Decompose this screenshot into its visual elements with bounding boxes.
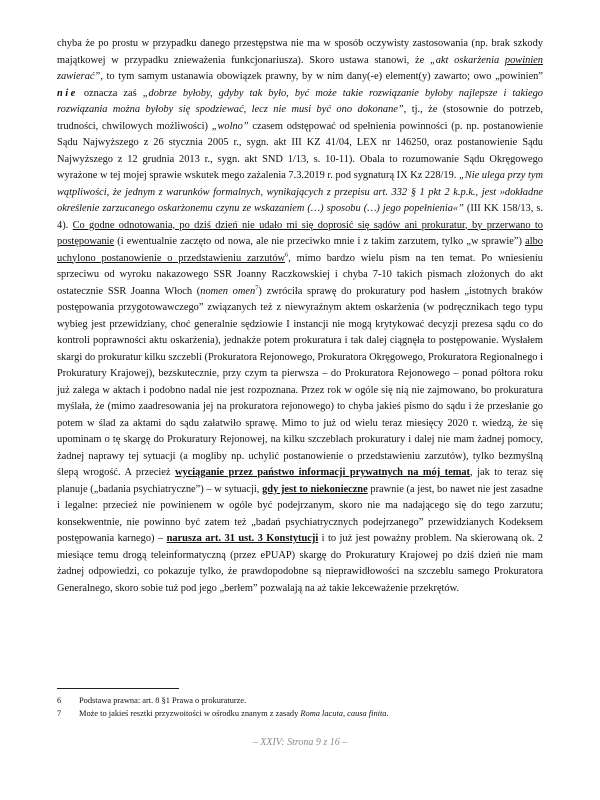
footnote-text [79,707,389,720]
text-run: (i ewentualnie zaczęto od nowa, ale nie przeciwko mnie i z takim zarzutem, tylko „w sprawie”) [114,236,526,247]
underlined-statement: albo uchylono postanowienie o przedstawieniu zarzutów [57,236,543,264]
text-run: i to już jest poważny problem. Na skierowaną ok. 2 miesiące temu drogą teleinformatyczną (przez ePUAP) skargę do Prokuratury Krajowej po dziś dzień nie mam żadnej odpowiedzi, co pokazuje tylko, że prawdopodobne są nieprawidłowości na szczeblu samego Prokuratora Generalnego, skoro sobie tuż pod jego „berłem” pozwalają na aż takie lekceważenie przekrętów. [57,533,544,594]
text-run: prawnie (a jest, bo nawet nie jest zasadne i legalne: przecież nie powinienem w ogóle być podejrzanym, skoro nie ma nadającego się do tego zarzutu; konsekwentnie, nie powinno być zatem też „badań psychiatrycznych podejrzanego” przewidzianych Kodeksem postępowania karnego) – [57,483,543,544]
footnote-separator [57,688,179,689]
document-page [57,36,543,597]
text-run: , mimo bardzo wielu pism na ten temat. Po wniesieniu sprzeciwu od wyroku nakazowego SSR Joanny Raczkowskiej i chyba 7-10 takich pismach złożonych do akt ostatecznie SSR Joanna Włoch ( [57,252,543,297]
quoted-phrase-end: zawierać” [57,71,101,82]
bold-underlined-statement: gdy jest to niekonieczne [262,483,368,495]
footnote-text: Podstawa prawna: art. 8 §1 Prawa o prokuraturze. [79,696,247,705]
text-run: , jak to teraz się planuje („badania psychiatryczne”) – w sytuacji, [57,467,543,495]
text-run: czasem odstępować od spełnienia powinności (p. np. postanowienie Sądu Najwyższego z 26 stycznia 2005 r., sygn. akt III KZ 41/04, LEX nr 146250, oraz postanowienie Sądu Najwyższego z 12 grudnia 2013 r., sygn. akt SND 1/13, s. 10-11). Obala to rozumowanie Sądu Okręgowego wyrażone w tej mojej sprawie wskutek mego zażalenia 7.3.2019 r. pod sygnaturą IX Kz 228/19. [57,120,543,181]
bold-underlined-statement: narusza art. 31 ust. 3 Konstytucji [166,533,319,544]
footnote-6 [57,694,543,707]
footnote-number: 6 [57,696,62,705]
main-paragraph [57,36,543,597]
footnote-text-part: . [386,709,389,718]
text-run: , tj., że (stosownie do potrzeb, trudności, chwilowych możliwości) [57,104,543,132]
text-run: ) zwróciła sprawę do prokuratury pod hasłem „istotnych braków postępowania przygotowawczego” związanych też z niewyraźnym aktem oskarżenia (w podręcznikach tego typu wybieg jest przewidziany, choć generalnie sędziowie I instancji nie mogą krytykować decyzji prezesa sądu co do kontroli poprawności aktu oskarżenia), jednakże potem prokuratura i tak dalej ciągnęła to postępowanie. Wysłałem skargi do prokuratur kilku szczebli (Prokuratora Rejonowego, Prokuratora Okręgowego, Prokuratora Regionalnego i Prokuratury Krajowej), bezskutecznie, przy czym ta pierwsza – do Prokuratora Rejonowego – ponad półtora roku już zalega w aktach i podobno nadal nie jest rozpoznana. Przez rok w ogóle się nią nie zajmowano, bo prokuratura myślała, że (mimo zaadresowania jej na prokuratora rejonowego) to chyba jakieś pismo do sądu i że przesłanie go potem w ślad za aktami do sądu załatwiło sprawę. Mimo to już od wielu teraz miesięcy 2020 r. wiedzą, że się upominam o tę skargę do Prokuratury Rejonowej, na kilku szczeblach prokuratury i dalej nie mam żadnej pomocy, żadnej naprawy tej sytuacji (a mogliby np. uchylić postanowienie o przedstawieniu zarzutów), tylko bezmyślną ślepą wrogość. A przecież [57,285,543,478]
footnotes-section [57,688,543,720]
emphasized-word: powinien [504,54,543,66]
footnote-ref-7[interactable]: 7 [255,284,259,292]
footnote-number: 7 [57,709,62,718]
emphasized-negation: nie [57,87,78,99]
text-run: chyba że po prostu w przypadku danego przestępstwa nie ma w sposób oczywisty zastosowania (np. brak szkody majątkowej w przypadku znieważenia funkcjonariusza). Skoro ustawa stanowi, że [57,38,543,66]
page-number-footer: – XXIV: Strona 9 z 16 – [252,737,348,748]
footnote-7 [57,707,543,720]
text-run: , to tym samym ustanawia obowiązek prawny, by w nim dany(-e) element(y) zawarto; owo „powinien” [100,71,543,82]
italic-quote: „wolno” [211,120,249,132]
footnote-italic-phrase: Roma lacuta, causa finita [300,709,387,718]
footnote-ref-6[interactable]: 6 [285,251,289,259]
bold-underlined-statement: wyciąganie przez państwo informacji prywatnych na mój temat [174,467,471,478]
quoted-phrase: „akt oskarżenia [429,54,505,66]
italic-phrase: nomen omen [200,285,256,297]
italic-quote: „dobrze byłoby, gdyby tak było, być może takie rozwiązanie byłoby najlepsze i takiego rozwiązania można byłoby się spodziewać, lecz nie musi być ono dokonane” [57,87,543,115]
court-citation-quote: „Nie ulega przy tym wątpliwości, że jednym z warunków formalnych, wynikających z przepisu art. 332 § 1 pkt 2 k.p.k., jest »dokładne określenie zarzucanego oskarżonemu czynu ze wskazaniem (…) sposobu (…) jego popełnienia«” [57,170,543,214]
text-run: oznacza zaś [77,87,143,99]
text-run: (III KK 158/13, s. 4). [57,203,543,231]
underlined-statement: Co godne odnotowania, po dziś dzień nie udało mi się doprosić się sądów ani prokuratur, by przerwano to postępowanie [57,219,543,247]
footnote-text-part: Może to jakieś resztki przyzwoitości w ośrodku znanym z zasady [79,709,301,718]
